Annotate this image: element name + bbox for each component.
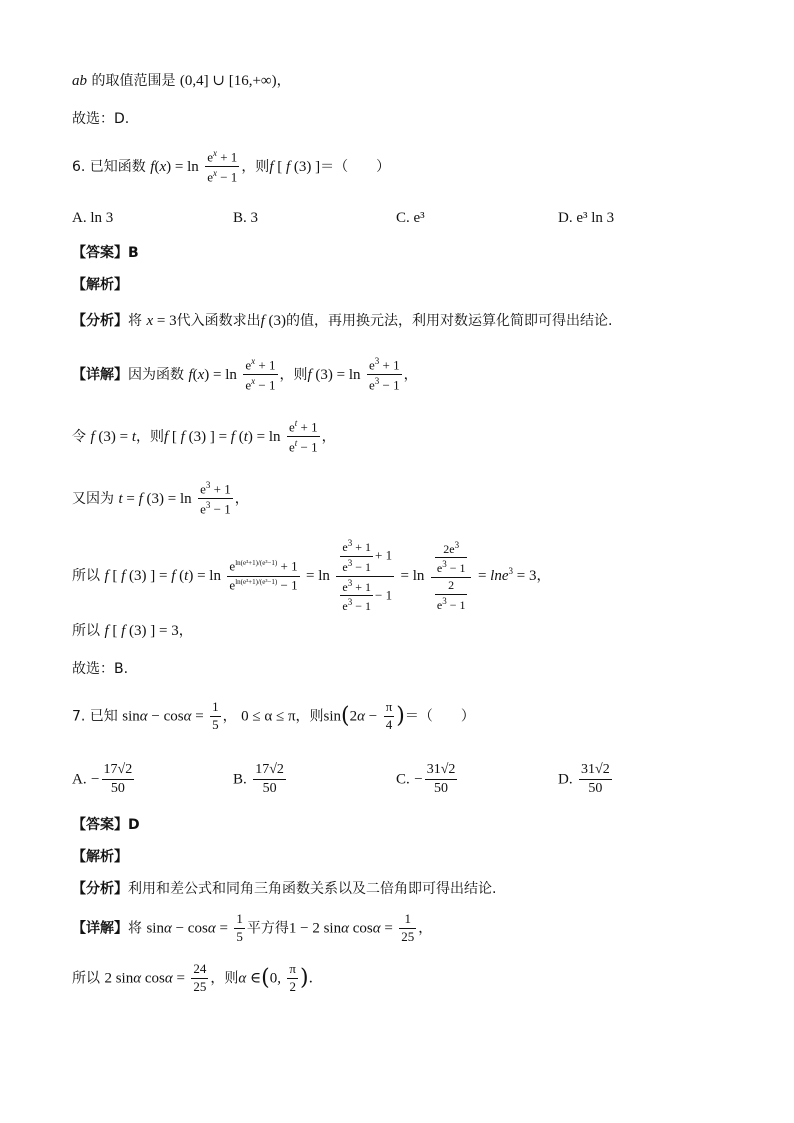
ling-line: 令 f (3) = t，则f [ f (3) ] = f (t) = ln $\frac{e^t + 1}{e^t - 1}$ ， <box>72 418 336 455</box>
q7-option-c: C. − $\frac{31√2}{50}$ <box>396 762 456 797</box>
range-value: (0,4] ∪ [16,+∞) <box>179 73 277 89</box>
q7-option-b: B. $\frac{17√2}{50}$ <box>233 762 284 797</box>
analysis-label-6: 【解析】 <box>72 277 128 293</box>
fenxi-7: 【分析】利用和差公式和同角三角函数关系以及二倍角即可得出结论. <box>72 881 497 897</box>
question-6: 6. 已知函数 f(x) = ln $\frac{e^x + 1}{e^x - 1}$ ，则f [ f (3) ]＝（ ） <box>72 148 391 185</box>
analysis-label-7: 【解析】 <box>72 849 128 865</box>
q7-option-d: D. $\frac{31√2}{50}$ <box>558 762 610 797</box>
q6-option-a: A. ln 3 <box>72 210 114 226</box>
answer-choice-6: 故选：B. <box>72 661 129 677</box>
xiangjie-6: 【详解】因为函数 f(x) = ln $\frac{e^x + 1}{e^x - 1}$ ，则f (3) = ln $\frac{e^3 + 1}{e^3 - 1}$ ， <box>72 356 418 393</box>
suoyi-7: 所以 2 sinα cosα = $\frac{24}{25}$ ，则α ∈(0, $\frac{\pi}{2}$ )． <box>72 961 323 994</box>
question-7: 7. 已知 sinα − cosα = $\frac{1}{5}$ ， 0 ≤ α ≤ π，则sin(2α − $\frac{\pi}{4}$ )＝（ ） <box>72 699 475 732</box>
q6-option-d: D. e³ ln 3 <box>558 210 615 226</box>
answer-choice-prev: 故选：D. <box>72 111 130 127</box>
xiangjie-7: 【详解】将 sinα − cosα = $\frac{1}{5}$ 平方得1 − 2 sinα cosα = $\frac{1}{25}$ ， <box>72 911 433 944</box>
suoyi-result: 所以 f [ f (3) ] = 3， <box>72 623 193 639</box>
answer-label-7: 【答案】D <box>72 817 140 833</box>
var-ab: ab <box>72 73 87 89</box>
fenxi-6: 【分析】将 x = 3代入函数求出f (3)的值，再用换元法，利用对数运算化简即可得出结论. <box>72 313 613 329</box>
answer-label-6: 【答案】B <box>72 245 139 261</box>
q6-option-c: C. e³ <box>396 210 425 226</box>
q7-option-a: A. − $\frac{17√2}{50}$ <box>72 762 133 797</box>
suoyi-derivation: 所以 f [ f (3) ] = f (t) = ln $\frac{e^{ln(e^3+1)/(e^3-1)} + 1}{e^{ln(e^3+1)/(e^3-1)} - 1}$ = ln $\frac{e^3 + 1}{e^3 - 1}$ + 1 $\frac{e^3 + 1}{e^3 - 1}$ − 1 = ln $\frac{\frac{2e^3}{e^3 - 1}}{\frac{2}{e^3 - 1}}$ = lne$^3$ = 3， <box>72 538 551 614</box>
range-line: ab 的取值范围是 (0,4] ∪ [16,+∞)， <box>72 73 291 89</box>
q6-option-b: B. 3 <box>233 210 259 226</box>
youyin-line: 又因为 t = f (3) = ln $\frac{e^3 + 1}{e^3 - 1}$ ， <box>72 480 249 517</box>
